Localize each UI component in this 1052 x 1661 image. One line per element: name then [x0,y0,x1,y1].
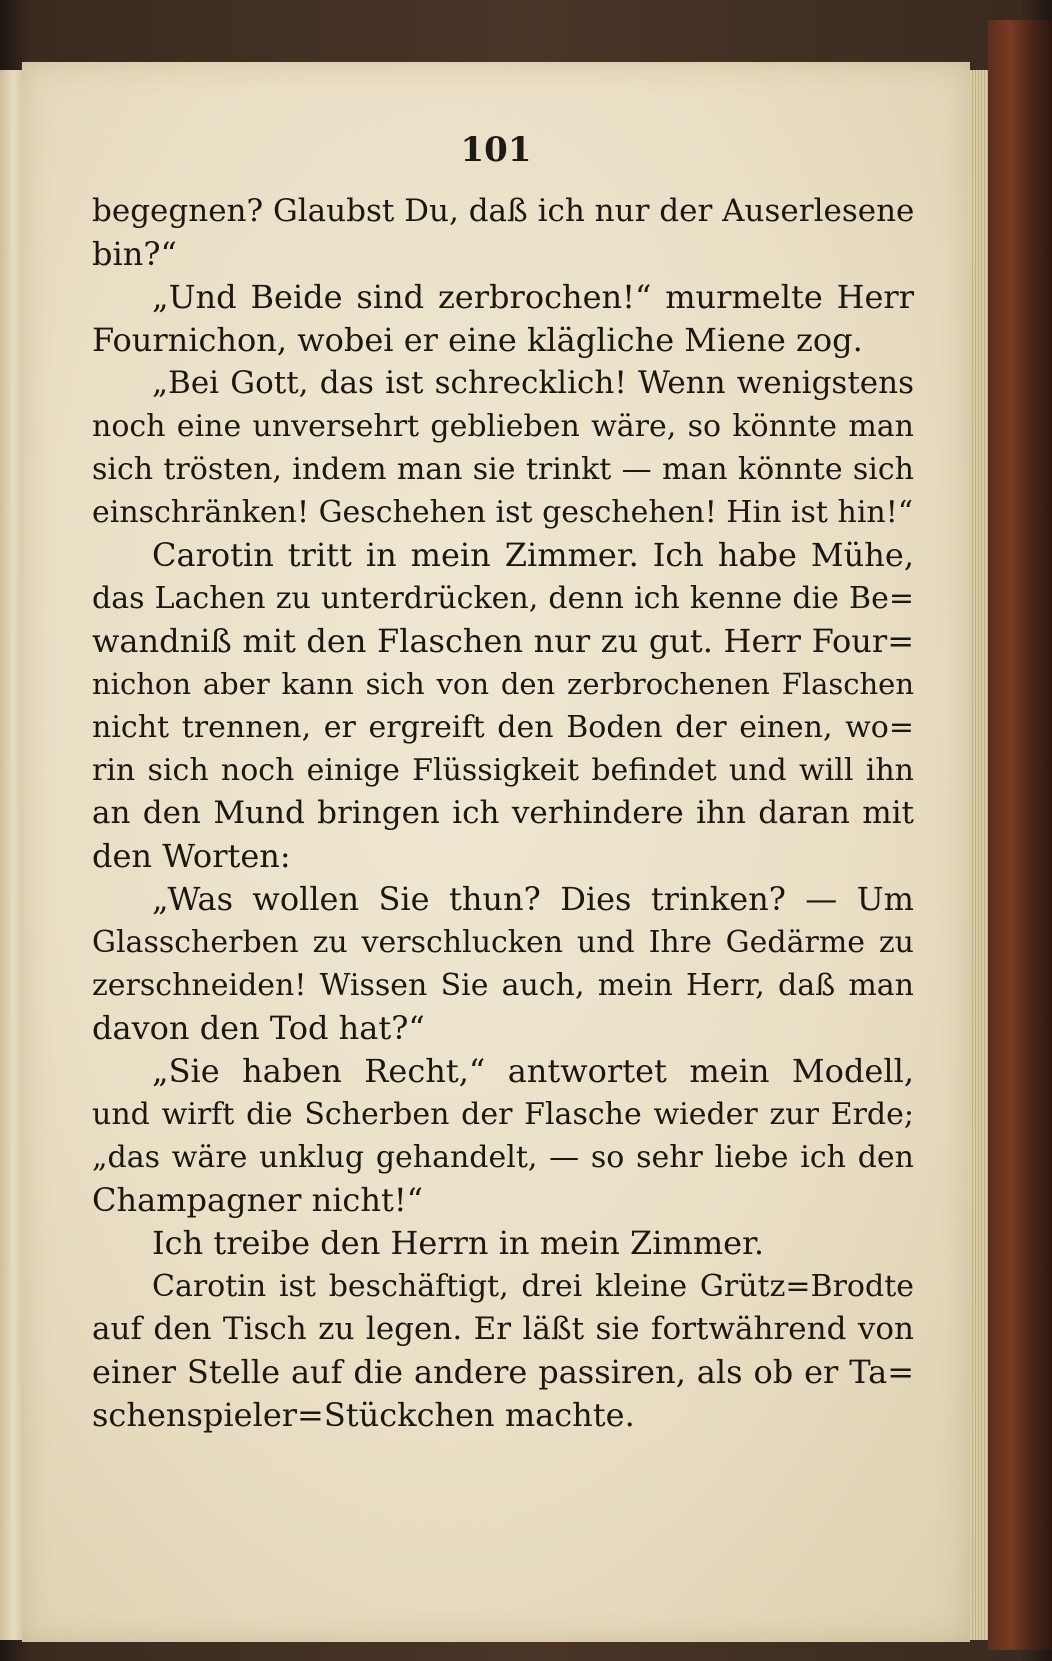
book-cover-edge [988,20,1052,1650]
body-text [92,190,914,1437]
text-line: einer Stelle auf die andere passiren, als ob er Ta= [92,1353,914,1391]
text-line: Fournichon, wobei er eine klägliche Miene zog. [92,321,863,359]
book-page [22,62,970,1642]
text-line: den Worten: [92,837,291,875]
text-line: „Was wollen Sie thun? Dies trinken? — Um [152,880,914,918]
text-line: schenspieler=Stückchen machte. [92,1396,635,1434]
text-line: „Und Beide sind zerbrochen!“ murmelte Herr [152,278,914,316]
text-line: Glasscherben zu verschlucken und Ihre Gedärme zu [92,925,914,960]
text-line: sich trösten, indem man sie trinkt — man könnte sich [92,452,914,487]
text-line: Champagner nicht!“ [92,1181,424,1219]
text-line: Ich treibe den Herrn in mein Zimmer. [152,1224,765,1262]
text-line: noch eine unversehrt geblieben wäre, so könnte man [92,409,914,444]
text-line: zerschneiden! Wissen Sie auch, mein Herr, daß man [92,968,914,1003]
page-number: 101 [460,130,532,170]
text-line: an den Mund bringen ich verhindere ihn daran mit [92,795,914,831]
text-line: wandniß mit den Flaschen nur zu gut. Herr Four= [92,622,914,660]
text-line: bin?“ [92,235,177,273]
text-line: nichon aber kann sich von den zerbrochenen Flaschen [92,667,914,701]
text-line: und wirft die Scherben der Flasche wieder zur Erde; [92,1097,914,1132]
text-line: davon den Tod hat?“ [92,1009,425,1047]
text-line: auf den Tisch zu legen. Er läßt sie fortwährend von [92,1311,914,1347]
text-line: „Bei Gott, das ist schrecklich! Wenn wenigstens [152,365,914,401]
text-line: „das wäre unklug gehandelt, — so sehr liebe ich den [92,1140,914,1175]
text-line: Carotin ist beschäftigt, drei kleine Grütz=Brodte [152,1269,914,1304]
text-line: Carotin tritt in mein Zimmer. Ich habe Mühe, [152,536,914,574]
text-line: einschränken! Geschehen ist geschehen! Hin ist hin!“ [92,495,914,530]
text-line: „Sie haben Recht,“ antwortet mein Modell, [152,1052,914,1090]
previous-page-edge [0,70,23,1640]
text-line: rin sich noch einige Flüssigkeit befindet und will ihn [92,753,914,788]
text-line: begegnen? Glaubst Du, daß ich nur der Auserlesene [92,193,915,229]
text-line: nicht trennen, er ergreift den Boden der einen, wo= [92,710,914,745]
text-line: das Lachen zu unterdrücken, denn ich kenne die Be= [92,581,914,616]
